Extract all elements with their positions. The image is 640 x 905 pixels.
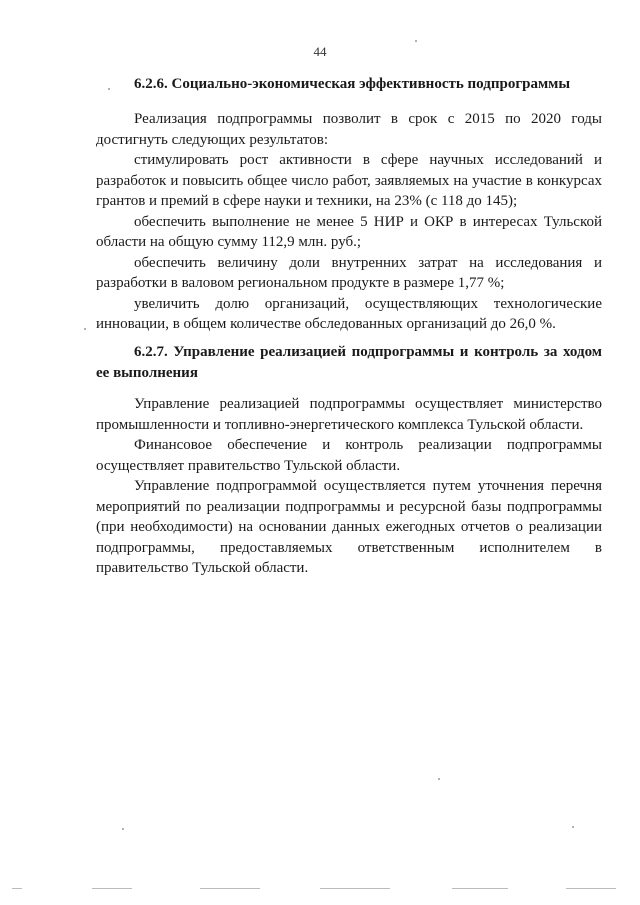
scan-speck	[122, 828, 124, 830]
scan-speck	[566, 888, 616, 889]
scan-speck	[452, 888, 508, 889]
scan-speck	[200, 888, 260, 889]
section-6-2-6	[96, 74, 602, 95]
scan-speck	[415, 40, 417, 42]
scan-speck	[84, 328, 86, 330]
section-6-2-6-body	[96, 109, 602, 335]
paragraph: обеспечить величину доли внутренних затрат на исследования и разработки в валовом региональном продукте в размере 1,77 %;	[96, 254, 602, 291]
paragraph: Управление подпрограммой осуществляется путем уточнения перечня мероприятий по реализации подпрограммы и ресурсной базы подпрограммы (при необходимости) на основании данных ежегодных отчетов о реализации подпрограммы, предоставляемых ответственным исполнителем в правительство Тульской области.	[96, 478, 602, 576]
paragraph: увеличить долю организаций, осуществляющих технологические инновации, в общем количестве обследованных организаций до 26,0 %.	[96, 295, 602, 332]
page-number: 44	[313, 44, 327, 59]
scan-speck	[320, 888, 390, 889]
section-6-2-7	[96, 342, 602, 383]
paragraph: обеспечить выполнение не менее 5 НИР и ОКР в интересах Тульской области на общую сумму 112,9 млн. руб.;	[96, 213, 602, 250]
scan-speck	[92, 888, 132, 889]
scan-speck	[108, 88, 110, 90]
paragraph: стимулировать рост активности в сфере научных исследований и разработок и повысить общее число работ, заявляемых на участие в конкурсах грантов и премий в сфере науки и техники, на 23% (с 118 до 145);	[96, 152, 602, 209]
section-heading: 6.2.7. Управление реализацией подпрограммы и контроль за ходом ее выполнения	[96, 344, 602, 381]
scan-speck	[572, 826, 574, 828]
scan-speck	[12, 888, 22, 889]
paragraph: Управление реализацией подпрограммы осуществляет министерство промышленности и топливно-энергетического комплекса Тульской области.	[96, 396, 602, 433]
paragraph: Финансовое обеспечение и контроль реализации подпрограммы осуществляет правительство Тульской области.	[96, 437, 602, 474]
section-heading: 6.2.6. Социально-экономическая эффективность подпрограммы	[134, 76, 571, 92]
section-6-2-7-body	[96, 394, 602, 579]
scan-speck	[438, 778, 440, 780]
paragraph: Реализация подпрограммы позволит в срок с 2015 по 2020 годы достигнуть следующих результатов:	[96, 111, 602, 148]
scan-edge-noise	[0, 888, 640, 890]
